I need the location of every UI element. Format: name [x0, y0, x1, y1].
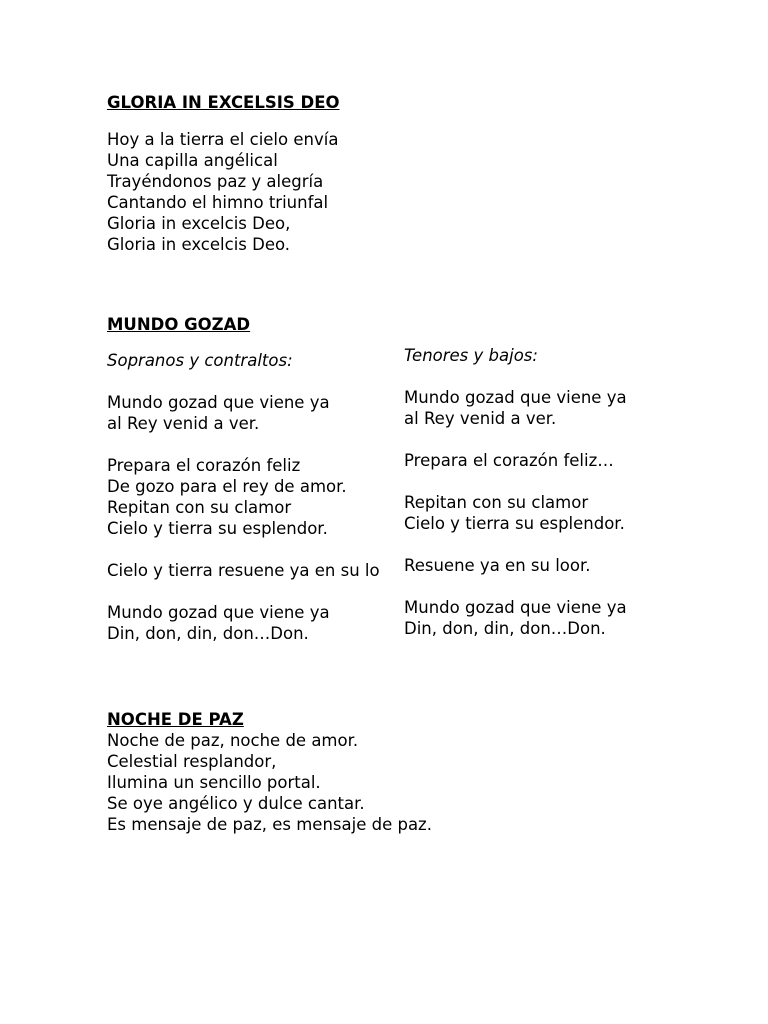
lyric-line: Prepara el corazón feliz [107, 456, 301, 475]
lyric-line: Cielo y tierra su esplendor. [107, 519, 328, 538]
lyric-line: Prepara el corazón feliz… [404, 451, 614, 470]
lyric-line: Repitan con su clamor [107, 498, 292, 517]
lyric-line: Din, don, din, don…Don. [107, 624, 309, 643]
lyric-line: Mundo gozad que viene ya [404, 598, 627, 617]
lyric-line: Cielo y tierra resuene ya en su lo [107, 561, 380, 580]
lyric-line: Din, don, din, don…Don. [404, 619, 606, 638]
voice-heading: Sopranos y contraltos: [107, 351, 293, 370]
lyric-line: Repitan con su clamor [404, 493, 589, 512]
song-title: MUNDO GOZAD [107, 315, 251, 334]
lyric-line: al Rey venid a ver. [107, 414, 260, 433]
lyric-line: Resuene ya en su loor. [404, 556, 591, 575]
lyric-line: Noche de paz, noche de amor. [107, 731, 359, 750]
lyric-line: Ilumina un sencillo portal. [107, 773, 321, 792]
song-noche [107, 709, 432, 835]
lyric-line: Mundo gozad que viene ya [107, 603, 330, 622]
song-title: NOCHE DE PAZ [107, 710, 244, 729]
song-title: GLORIA IN EXCELSIS DEO [107, 93, 340, 112]
lyric-line: Trayéndonos paz y alegría [107, 172, 324, 191]
voice-column-sopranos [107, 350, 396, 644]
lyric-line: Celestial resplandor, [107, 752, 277, 771]
lyric-line: Mundo gozad que viene ya [404, 388, 627, 407]
lyric-line: Gloria in excelcis Deo. [107, 235, 291, 254]
lyric-line: Hoy a la tierra el cielo envía [107, 130, 339, 149]
lyric-line: Una capilla angélical [107, 151, 278, 170]
lyric-line: Gloria in excelcis Deo, [107, 214, 291, 233]
voice-column-tenores [404, 345, 627, 639]
song-mundo-title-block [107, 314, 250, 335]
lyric-line: De gozo para el rey de amor. [107, 477, 347, 496]
voice-heading: Tenores y bajos: [404, 346, 538, 365]
lyric-line: Mundo gozad que viene ya [107, 393, 330, 412]
lyric-line: Cantando el himno triunfal [107, 193, 329, 212]
lyric-line: Se oye angélico y dulce cantar. [107, 794, 365, 813]
lyric-line: Cielo y tierra su esplendor. [404, 514, 625, 533]
lyric-line: al Rey venid a ver. [404, 409, 557, 428]
song-gloria [107, 92, 340, 255]
lyric-line: Es mensaje de paz, es mensaje de paz. [107, 815, 432, 834]
